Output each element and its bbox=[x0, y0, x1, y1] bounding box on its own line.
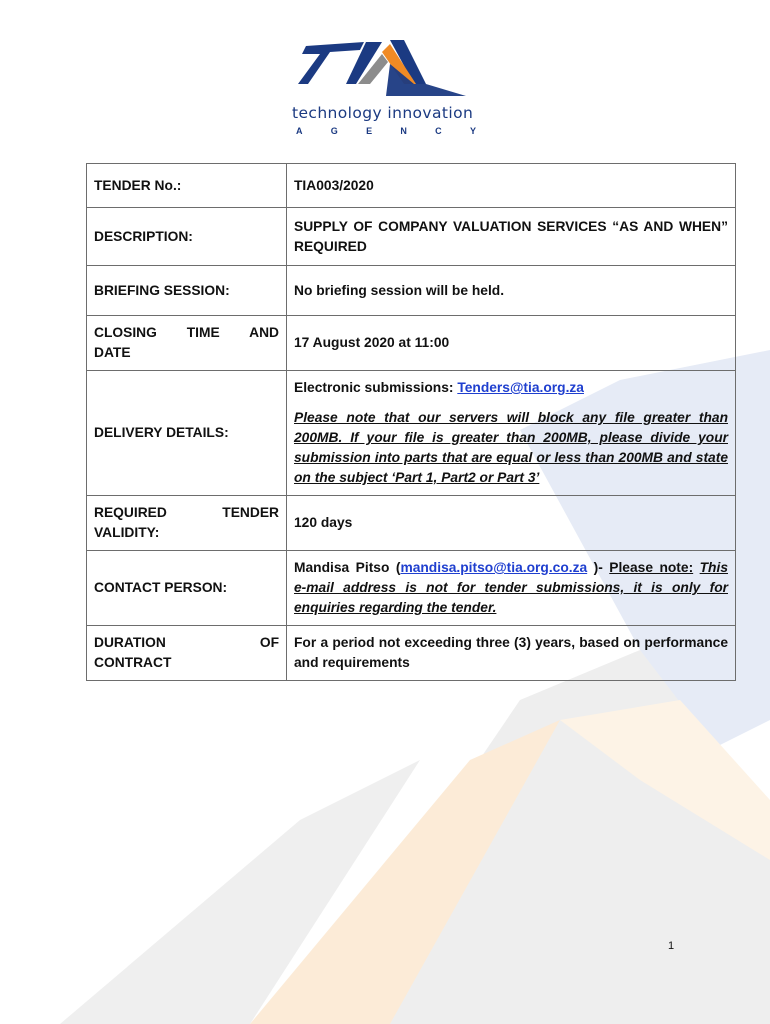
logo-wordmark: technology innovation bbox=[292, 104, 474, 122]
row-description bbox=[87, 208, 736, 266]
duration-label-line2: CONTRACT bbox=[94, 655, 172, 670]
contact-value bbox=[287, 551, 736, 626]
agency-letter: N bbox=[400, 126, 407, 136]
agency-letter: A bbox=[296, 126, 303, 136]
contact-name: Mandisa Pitso ( bbox=[294, 560, 401, 575]
row-tender-no bbox=[87, 164, 736, 208]
row-closing bbox=[87, 316, 736, 371]
validity-value: 120 days bbox=[287, 496, 736, 551]
tender-no-value: TIA003/2020 bbox=[287, 164, 736, 208]
contact-after-email: )- bbox=[587, 560, 610, 575]
delivery-label: DELIVERY DETAILS: bbox=[87, 371, 287, 496]
validity-label-line2: VALIDITY: bbox=[94, 525, 160, 540]
description-value: SUPPLY OF COMPANY VALUATION SERVICES “AS AND WHEN” REQUIRED bbox=[287, 208, 736, 266]
page-number: 1 bbox=[668, 940, 675, 952]
agency-letter: E bbox=[366, 126, 373, 136]
row-validity bbox=[87, 496, 736, 551]
row-briefing bbox=[87, 266, 736, 316]
delivery-electronic-line bbox=[294, 378, 728, 398]
duration-label-line1: DURATION OF bbox=[94, 635, 279, 650]
closing-value: 17 August 2020 at 11:00 bbox=[287, 316, 736, 371]
duration-label bbox=[87, 626, 287, 681]
closing-label-line2: DATE bbox=[94, 345, 131, 360]
closing-label-line1: CLOSING TIME AND bbox=[94, 325, 279, 340]
logo-agency-letters bbox=[296, 126, 476, 136]
validity-label-line1: REQUIRED TENDER bbox=[94, 505, 279, 520]
briefing-value: No briefing session will be held. bbox=[287, 266, 736, 316]
contact-note: This e-mail address is not for tender submissions, it is only for enquiries regarding the tender. bbox=[294, 560, 728, 615]
tia-logo bbox=[286, 40, 486, 140]
agency-letter: Y bbox=[469, 126, 476, 136]
tia-logo-mark-icon bbox=[286, 40, 486, 104]
tender-no-label: TENDER No.: bbox=[87, 164, 287, 208]
contact-label: CONTACT PERSON: bbox=[87, 551, 287, 626]
row-delivery bbox=[87, 371, 736, 496]
description-label: DESCRIPTION: bbox=[87, 208, 287, 266]
tenders-email-link[interactable]: Tenders@tia.org.za bbox=[457, 380, 584, 395]
contact-please-note: Please note: bbox=[609, 560, 694, 575]
row-contact bbox=[87, 551, 736, 626]
tender-details-table bbox=[86, 163, 736, 681]
delivery-value bbox=[287, 371, 736, 496]
briefing-label: BRIEFING SESSION: bbox=[87, 266, 287, 316]
agency-letter: C bbox=[435, 126, 442, 136]
contact-email-link[interactable]: mandisa.pitso@tia.org.co.za bbox=[400, 560, 588, 575]
row-duration bbox=[87, 626, 736, 681]
closing-label bbox=[87, 316, 287, 371]
duration-value: For a period not exceeding three (3) years, based on performance and requirements bbox=[287, 626, 736, 681]
validity-label bbox=[87, 496, 287, 551]
delivery-prefix: Electronic submissions: bbox=[294, 380, 458, 395]
delivery-note: Please note that our servers will block any file greater than 200MB. If your file is greater than 200MB, please divide your submission into parts that are equal or less than 200MB and state on the subject ‘Part 1, Part2 or Part 3’ bbox=[294, 410, 728, 485]
agency-letter: G bbox=[330, 126, 338, 136]
